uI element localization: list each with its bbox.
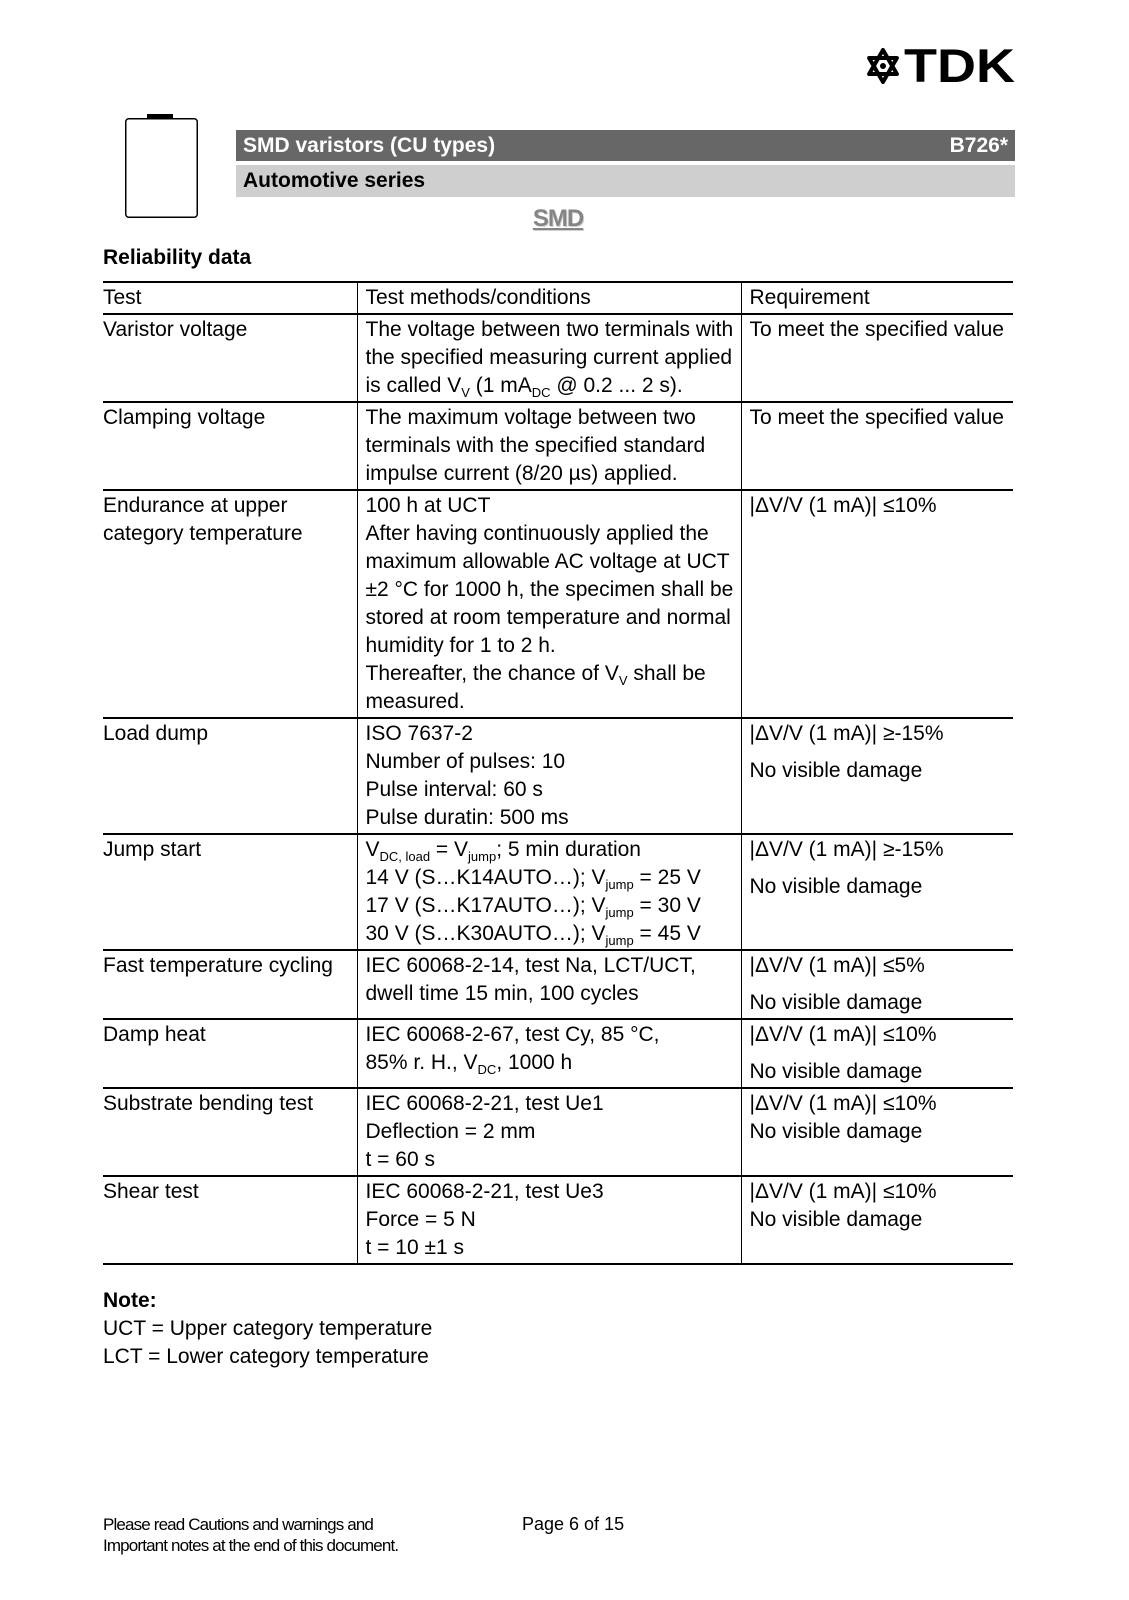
table-row bbox=[103, 315, 1013, 403]
requirement-line: To meet the specified value bbox=[749, 406, 1004, 429]
requirement-line: |ΔV/V (1 mA)| ≤5% bbox=[749, 954, 925, 977]
footer-disclaimer-line: Important notes at the end of this document. bbox=[103, 1536, 399, 1555]
cell-test bbox=[103, 951, 357, 1018]
column-header-test bbox=[103, 283, 357, 313]
note-title: Note: bbox=[103, 1289, 157, 1312]
conditions-line: 100 h at UCT bbox=[365, 494, 491, 517]
test-line: Clamping voltage bbox=[103, 406, 266, 429]
test-line: category temperature bbox=[103, 522, 303, 545]
cell-requirement bbox=[741, 315, 1013, 401]
conditions-line bbox=[366, 836, 742, 864]
text-segment: is called V bbox=[365, 374, 462, 397]
note-block bbox=[103, 1287, 432, 1371]
subscript: V bbox=[618, 673, 628, 688]
conditions-line: IEC 60068-2-21, test Ue3 bbox=[365, 1180, 604, 1203]
subscript: jump bbox=[605, 933, 634, 948]
conditions-line: t = 60 s bbox=[365, 1148, 435, 1171]
conditions-line bbox=[366, 920, 742, 948]
requirement-line: No visible damage bbox=[749, 1120, 923, 1143]
cell-test bbox=[103, 835, 357, 949]
conditions-line: IEC 60068-2-67, test Cy, 85 °C, bbox=[365, 1023, 660, 1046]
conditions-line: ±2 °C for 1000 h, the specimen shall be bbox=[365, 578, 734, 601]
conditions-line: The voltage between two terminals with bbox=[365, 318, 734, 341]
subscript: jump bbox=[605, 905, 634, 920]
conditions-line bbox=[366, 372, 742, 400]
conditions-line: IEC 60068-2-14, test Na, LCT/UCT, bbox=[365, 954, 696, 977]
product-header-bar bbox=[236, 130, 1015, 161]
conditions-line: The maximum voltage between two bbox=[365, 406, 696, 429]
section-title: Reliability data bbox=[103, 246, 252, 269]
conditions-line: dwell time 15 min, 100 cycles bbox=[365, 982, 639, 1005]
cell-test bbox=[103, 1089, 357, 1175]
requirement-line: No visible damage bbox=[749, 1060, 923, 1083]
requirement-line: To meet the specified value bbox=[749, 318, 1004, 341]
table-row bbox=[103, 403, 1013, 491]
cell-test bbox=[103, 1177, 357, 1263]
requirement-line: |ΔV/V (1 mA)| ≤10% bbox=[749, 1180, 937, 1203]
table-row bbox=[103, 1177, 1013, 1265]
subscript: DC bbox=[477, 1062, 497, 1077]
text-segment: = 25 V bbox=[633, 866, 701, 889]
requirement-line: |ΔV/V (1 mA)| ≤10% bbox=[749, 1092, 937, 1115]
text-segment: = V bbox=[430, 838, 469, 861]
conditions-line: Pulse interval: 60 s bbox=[365, 778, 543, 801]
cell-conditions bbox=[357, 951, 741, 1018]
page-number: Page 6 of 15 bbox=[522, 1514, 625, 1534]
requirement-line: |ΔV/V (1 mA)| ≤10% bbox=[749, 494, 937, 517]
table-row bbox=[103, 1020, 1013, 1089]
text-segment: V bbox=[365, 838, 380, 861]
table-row bbox=[103, 951, 1013, 1020]
cell-conditions bbox=[357, 491, 741, 717]
smd-mark: SMD bbox=[532, 205, 584, 232]
conditions-line: Force = 5 N bbox=[365, 1208, 476, 1231]
series-title: Automotive series bbox=[243, 169, 426, 192]
conditions-line: humidity for 1 to 2 h. bbox=[365, 634, 556, 657]
cell-requirement bbox=[741, 1020, 1013, 1087]
conditions-line bbox=[366, 864, 742, 892]
smd-component-outline-icon bbox=[120, 110, 205, 222]
conditions-line: t = 10 ±1 s bbox=[365, 1236, 464, 1259]
requirement-line: No visible damage bbox=[749, 875, 923, 898]
text-segment: (1 mA bbox=[469, 374, 532, 397]
conditions-line bbox=[366, 660, 742, 688]
subscript: DC bbox=[531, 385, 551, 400]
conditions-line: the specified measuring current applied bbox=[365, 346, 733, 369]
subscript: V bbox=[461, 385, 470, 400]
test-line: Endurance at upper bbox=[103, 494, 288, 517]
text-segment: = 45 V bbox=[633, 922, 701, 945]
requirement-line: No visible damage bbox=[749, 1208, 923, 1231]
cell-conditions bbox=[357, 1089, 741, 1175]
requirement-line: |ΔV/V (1 mA)| ≥-15% bbox=[749, 838, 944, 861]
cell-conditions bbox=[357, 1020, 741, 1087]
cell-requirement bbox=[741, 835, 1013, 949]
table-row bbox=[103, 835, 1013, 951]
note-line: UCT = Upper category temperature bbox=[103, 1317, 433, 1340]
conditions-line: impulse current (8/20 µs) applied. bbox=[365, 462, 678, 485]
text-segment: 17 V (S…K17AUTO…); V bbox=[365, 894, 606, 917]
cell-requirement bbox=[741, 1089, 1013, 1175]
conditions-line: measured. bbox=[365, 690, 465, 713]
cell-conditions bbox=[357, 315, 741, 401]
cell-conditions bbox=[357, 719, 741, 833]
text-segment: , 1000 h bbox=[496, 1051, 573, 1074]
text-segment: shall be bbox=[627, 662, 706, 685]
footer-disclaimer-line: Please read Cautions and warnings and bbox=[103, 1515, 374, 1534]
conditions-line: maximum allowable AC voltage at UCT bbox=[365, 550, 730, 573]
footer-disclaimer bbox=[103, 1514, 398, 1556]
conditions-line: stored at room temperature and normal bbox=[365, 606, 731, 629]
cell-test bbox=[103, 315, 357, 401]
text-segment: Thereafter, the chance of V bbox=[365, 662, 619, 685]
cell-requirement bbox=[741, 719, 1013, 833]
test-line: Damp heat bbox=[103, 1023, 206, 1046]
cell-test bbox=[103, 491, 357, 717]
text-segment: 85% r. H., V bbox=[365, 1051, 478, 1074]
text-segment: 30 V (S…K30AUTO…); V bbox=[365, 922, 606, 945]
table-row bbox=[103, 719, 1013, 835]
table-row bbox=[103, 1089, 1013, 1177]
column-header-conditions bbox=[357, 283, 741, 313]
conditions-line: After having continuously applied the bbox=[365, 522, 709, 545]
conditions-line: Deflection = 2 mm bbox=[365, 1120, 536, 1143]
note-line: LCT = Lower category temperature bbox=[103, 1345, 429, 1368]
column-header-label: Test bbox=[103, 286, 142, 309]
conditions-line: IEC 60068-2-21, test Ue1 bbox=[365, 1092, 604, 1115]
cell-test bbox=[103, 719, 357, 833]
product-code: B726* bbox=[949, 134, 1008, 157]
column-header-label: Requirement bbox=[749, 286, 870, 309]
test-line: Varistor voltage bbox=[103, 318, 248, 341]
test-line: Shear test bbox=[103, 1180, 199, 1203]
column-header-label: Test methods/conditions bbox=[365, 286, 591, 309]
test-line: Fast temperature cycling bbox=[103, 954, 333, 977]
cell-conditions bbox=[357, 1177, 741, 1263]
subscript: jump bbox=[605, 877, 634, 892]
logo-wordmark: TDK bbox=[904, 46, 1016, 86]
conditions-line bbox=[366, 1049, 742, 1077]
text-segment: ; 5 min duration bbox=[496, 838, 641, 861]
cell-test bbox=[103, 1020, 357, 1087]
table-row bbox=[103, 491, 1013, 719]
reliability-table bbox=[103, 281, 1013, 1265]
series-header-bar bbox=[236, 165, 1015, 197]
cell-requirement bbox=[741, 491, 1013, 717]
conditions-line: ISO 7637-2 bbox=[365, 722, 473, 745]
requirement-line: No visible damage bbox=[749, 759, 923, 782]
requirement-line: |ΔV/V (1 mA)| ≥-15% bbox=[749, 722, 944, 745]
subscript: DC, load bbox=[379, 849, 431, 864]
cell-conditions bbox=[357, 835, 741, 949]
text-segment: @ 0.2 ... 2 s). bbox=[550, 374, 683, 397]
table-header-row bbox=[103, 283, 1013, 315]
table-body bbox=[103, 315, 1013, 1265]
conditions-line: terminals with the specified standard bbox=[365, 434, 706, 457]
column-header-requirement bbox=[741, 283, 1013, 313]
cell-requirement bbox=[741, 403, 1013, 489]
cell-test bbox=[103, 403, 357, 489]
text-segment: 14 V (S…K14AUTO…); V bbox=[365, 866, 606, 889]
product-title: SMD varistors (CU types) bbox=[243, 134, 496, 157]
text-segment: = 30 V bbox=[633, 894, 701, 917]
tdk-logo bbox=[864, 46, 1016, 86]
test-line: Substrate bending test bbox=[103, 1092, 314, 1115]
cell-requirement bbox=[741, 951, 1013, 1018]
test-line: Load dump bbox=[103, 722, 209, 745]
conditions-line: Number of pulses: 10 bbox=[365, 750, 566, 773]
cell-requirement bbox=[741, 1177, 1013, 1263]
conditions-line: Pulse duratin: 500 ms bbox=[365, 806, 569, 829]
tdk-logo-symbol-icon bbox=[869, 50, 897, 82]
subscript: jump bbox=[468, 849, 497, 864]
requirement-line: |ΔV/V (1 mA)| ≤10% bbox=[749, 1023, 937, 1046]
requirement-line: No visible damage bbox=[749, 991, 923, 1014]
cell-conditions bbox=[357, 403, 741, 489]
test-line: Jump start bbox=[103, 838, 202, 861]
conditions-line bbox=[366, 892, 742, 920]
